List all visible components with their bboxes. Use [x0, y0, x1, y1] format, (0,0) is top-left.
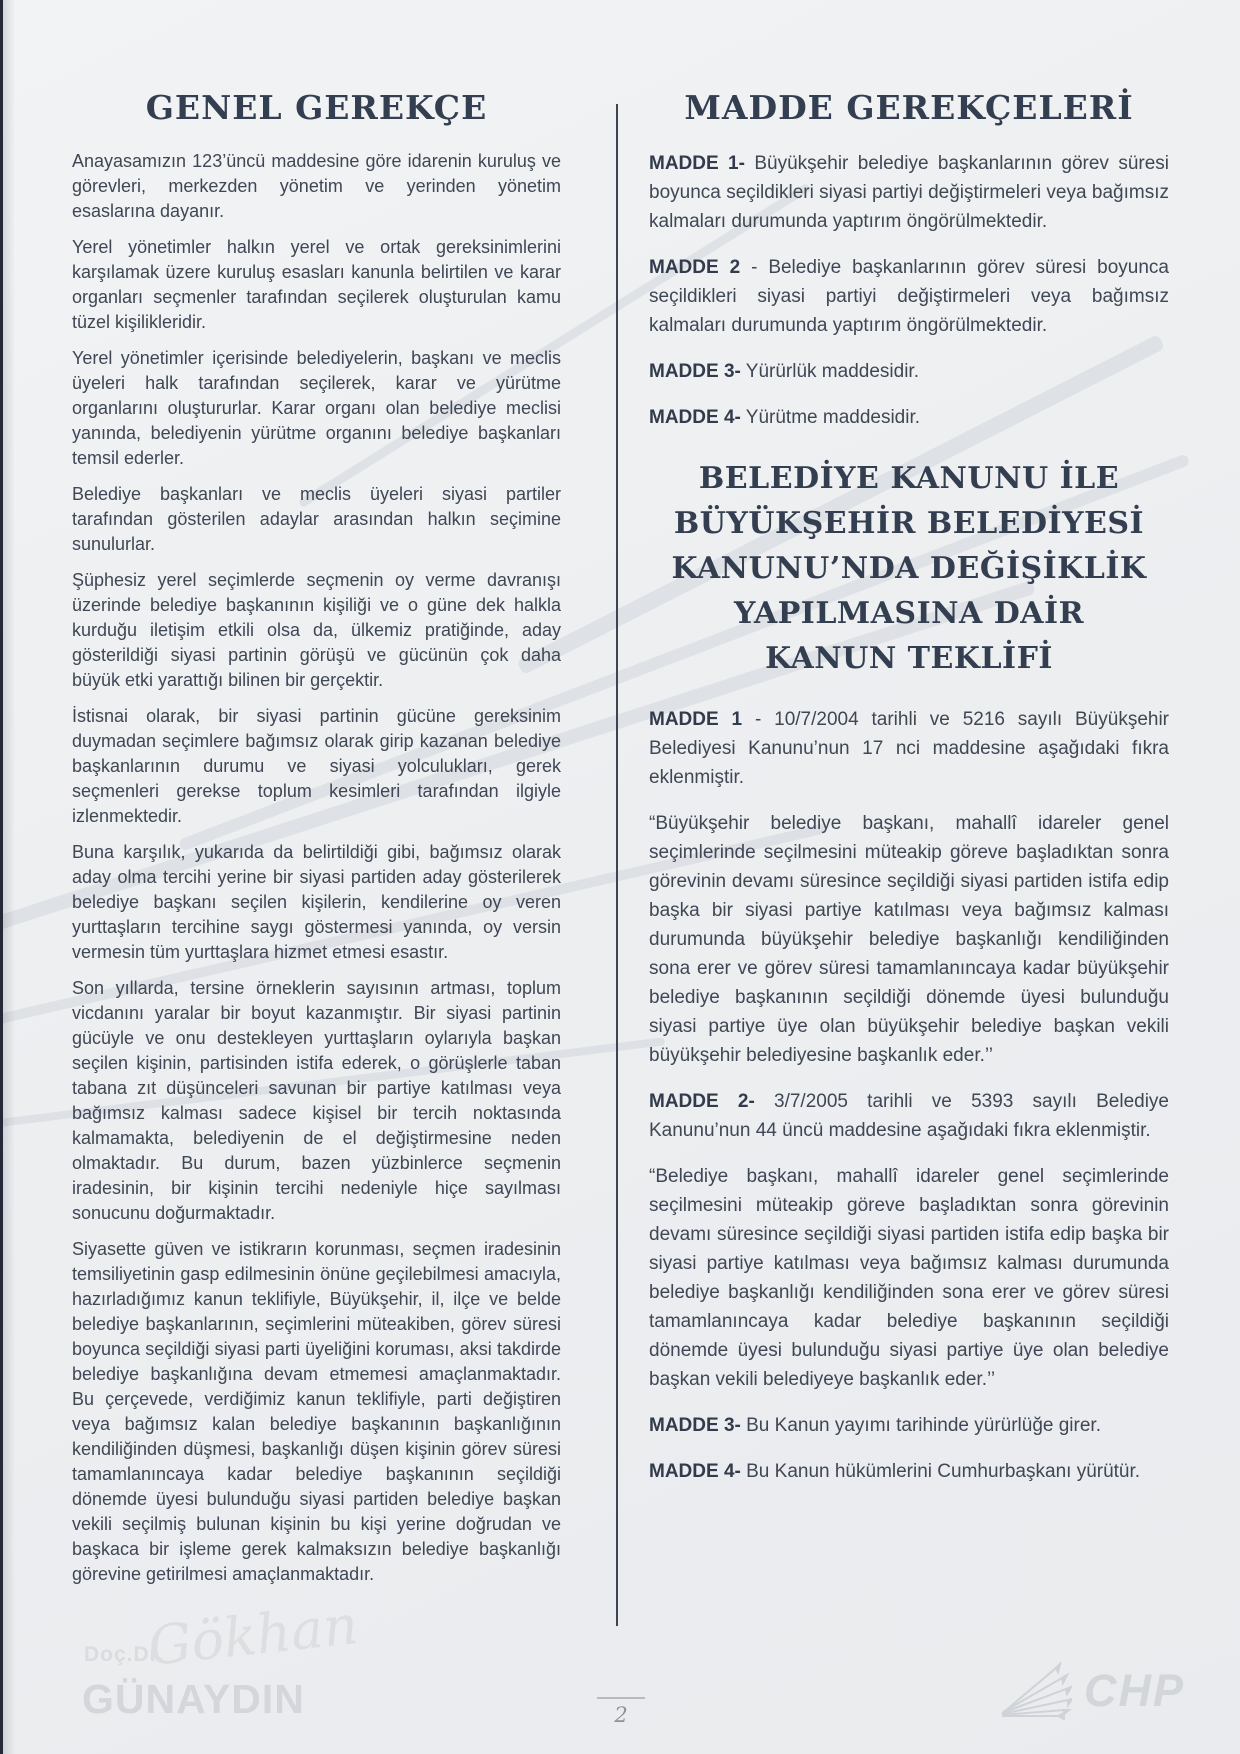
- article-item: [649, 253, 1169, 340]
- quote-text: “Belediye başkanı, mahallî idareler genel seçimlerinde seçilmesini müteakip göreve başladıktan sonra görevinin devamı süresince seçildiği siyasi partiden istifa edip başka bir siyasi partiye katılması veya bağımsız kalması durumunda belediye başkanlığı kendiliğinden sona erer ve görev süresi tamamlanıncaya kadar belediye başkanının seçildiği dönemde üyesi bulunduğu siyasi partiye üye olan belediye başkan vekili belediyeye başkanlık eder.’’: [649, 1166, 1169, 1390]
- article-label: MADDE 4-: [649, 1461, 741, 1482]
- quote-paragraph: [649, 1162, 1169, 1394]
- article-justifications-heading: MADDE GEREKÇELERİ: [684, 88, 1134, 127]
- paragraph: Siyasette güven ve istikrarın korunması, seçmen iradesinin temsiliyetinin gasp edilmesinin önüne geçilebilmesi amacıyla, hazırladığımız kanun teklifiyle, Büyükşehir, il, ilçe ve belde belediye başkanlarının, seçimlerini müteakiben, görev süresi boyunca seçildiği siyasi parti üyeliğini koruması, aksi takdirde belediye başkanlığına devam etmemesi amaçlanmaktadır. Bu çerçevede, verdiğimiz kanun teklifiyle, parti değiştiren veya bağımsız kalan belediye başkanının başkanlığının kendiliğinden düşmesi, başkanlığı düşen kişinin görev süresi tamamlanıncaya kadar belediye başkanının seçildiği dönemde üyesi bulunduğu siyasi partiden belediye başkan vekili seçilmiş bulunan kişinin bu kişi yerine doğrudan ve başkaca bir işleme gerek kalmaksızın belediye başkanlığı görevine getirilmesi amaçlanmaktadır.: [72, 1239, 561, 1584]
- signature-watermark-script: Gökhan: [145, 1593, 361, 1678]
- article-text: - Belediye başkanlarının görev süresi boyunca seçildikleri siyasi partiyi değiştirmeleri veya bağımsız kalmaları durumunda yaptırım öngörülmektedir.: [649, 257, 1169, 336]
- article-item: [649, 403, 1169, 432]
- law-item: [649, 1087, 1169, 1145]
- page-number: 2: [614, 1703, 628, 1727]
- law-title-line: KANUN TEKLİFİ: [765, 641, 1053, 676]
- law-item: [649, 1411, 1169, 1440]
- chp-logo: [998, 1662, 1185, 1720]
- article-text: Yürütme maddesidir.: [745, 407, 921, 428]
- chp-arrows-icon: [998, 1662, 1072, 1720]
- paragraph: Buna karşılık, yukarıda da belirtildiği gibi, bağımsız olarak aday olma tercihi yerine bir siyasi partiden aday gösterilerek belediye başkanı seçilen kişilerin, kendilerine oy veren yurttaşların tercihine saygı göstermesi yanında, oy versin vermesin tüm yurttaşlara hizmet etmesi esastır.: [72, 842, 561, 962]
- law-title-line: BELEDİYE KANUNU İLE: [698, 461, 1120, 496]
- quote-text: “Büyükşehir belediye başkanı, mahallî idareler genel seçimlerinde seçilmesini müteakip göreve başladıktan sonra görevinin devamı süresince seçildiği siyasi partiden istifa edip başka bir siyasi partiye katılması veya bağımsız kalması durumunda büyükşehir belediye başkanlığı kendiliğinden sona erer ve görev süresi tamamlanıncaya kadar büyükşehir belediye başkanının seçildiği dönemde üyesi bulunduğu siyasi partiye üye olan büyükşehir belediye başkan vekili büyükşehir belediyesine başkanlık eder.’’: [649, 813, 1169, 1066]
- general-justification-column: [72, 88, 561, 1598]
- left-edge-bar: [0, 0, 3, 1754]
- law-proposal-title: [649, 456, 1169, 681]
- article-text: Yürürlük maddesidir.: [745, 361, 919, 382]
- paragraph: Yerel yönetimler içerisinde belediyelerin, başkanı ve meclis üyeleri halk tarafından seçilerek, karar ve yürütme organlarını oluştururlar. Karar organı olan belediye meclisi yanında, belediyenin yürütme organını belediye başkanları temsil ederler.: [72, 348, 561, 468]
- article-label: MADDE 1-: [649, 153, 745, 174]
- article-justifications-column: [649, 88, 1169, 1503]
- article-text: Büyükşehir belediye başkanlarının görev süresi boyunca seçildikleri siyasi partiyi değiştirmeleri veya bağımsız kalmaları durumunda yaptırım öngörülmektedir.: [649, 153, 1170, 232]
- paragraph: Anayasamızın 123’üncü maddesine göre idarenin kuruluş ve görevleri, merkezden yönetim ve yerinden yönetim esaslarına dayanır.: [72, 151, 561, 221]
- signature-watermark-surname: GÜNAYDIN: [82, 1676, 305, 1722]
- article-item: [649, 357, 1169, 386]
- article-label: MADDE 2-: [649, 1091, 755, 1112]
- law-item: [649, 1457, 1169, 1486]
- paragraph: Belediye başkanları ve meclis üyeleri siyasi partiler tarafından gösterilen adaylar arasından halkın seçimine sunulurlar.: [72, 484, 561, 554]
- article-item: [649, 149, 1169, 236]
- article-text: Bu Kanun yayımı tarihinde yürürlüğe girer.: [746, 1415, 1101, 1436]
- article-label: MADDE 3-: [649, 1415, 741, 1436]
- paragraph: Şüphesiz yerel seçimlerde seçmenin oy verme davranışı üzerinde belediye başkanının kişiliği ve o güne dek halkla kurduğu iletişim etkili olsa da, ülkemiz pratiğinde, aday gösterildiği siyasi partinin görüşü ve gücünün çok daha büyük etki yarattığı bilinen bir gerçektir.: [72, 570, 561, 690]
- law-item: [649, 705, 1169, 792]
- article-text: Bu Kanun hükümlerini Cumhurbaşkanı yürütür.: [746, 1461, 1141, 1482]
- law-title-line: BÜYÜKŞEHİR BELEDİYESİ: [673, 506, 1145, 541]
- left-edge-shadow: [3, 0, 15, 1754]
- article-label: MADDE 4-: [649, 407, 741, 428]
- law-title-line: KANUNU’NDA DEĞİŞİKLİK: [671, 551, 1147, 586]
- chp-wordmark: CHP: [1084, 1665, 1186, 1716]
- general-justification-heading: GENEL GEREKÇE: [145, 88, 488, 127]
- article-label: MADDE 3-: [649, 361, 741, 382]
- article-text: - 10/7/2004 tarihli ve 5216 sayılı Büyükşehir Belediyesi Kanunu’nun 17 nci maddesine aşağıdaki fıkra eklenmiştir.: [649, 709, 1169, 788]
- column-divider: [616, 104, 618, 1626]
- page-number-divider: [597, 1697, 645, 1699]
- article-label: MADDE 1: [649, 709, 743, 730]
- article-label: MADDE 2: [649, 257, 741, 278]
- signature-watermark-title: Doç.Dr.: [84, 1643, 165, 1666]
- law-title-line: YAPILMASINA DAİR: [733, 596, 1085, 631]
- article-text: 3/7/2005 tarihli ve 5393 sayılı Belediye Kanunu’nun 44 üncü maddesine aşağıdaki fıkra eklenmiştir.: [649, 1091, 1169, 1141]
- paragraph: İstisnai olarak, bir siyasi partinin gücüne gereksinim duymadan seçimlere bağımsız olarak girip kazanan belediye başkanlarının durumu ve siyasi yolculukları, gerek seçmenleri gerekse toplum kesimleri tarafından ilgiyle izlenmektedir.: [72, 706, 561, 826]
- paragraph: Yerel yönetimler halkın yerel ve ortak gereksinimlerini karşılamak üzere kuruluş esasları kanunla belirtilen ve karar organları seçmenler tarafından seçilerek oluşturulan kamu tüzel kişilikleridir.: [72, 237, 561, 332]
- paragraph: Son yıllarda, tersine örneklerin sayısının artması, toplum vicdanını yaralar bir boyut kazanmıştır. Bir siyasi partinin gücüyle ve onu destekleyen yurttaşların oylarıyla başkan seçilen kişinin, partisinden istifa ederek, o görüşlerle taban tabana zıt düşünceleri savunan bir partiye katılması veya bağımsız kalması sadece kişisel bir tercih noktasında kalmamakta, belediyenin de el değiştirmesine neden olmaktadır. Bu durum, bazen yüzbinlerce seçmenin iradesinin, bir kişinin tercihi nedeniyle hiçe sayılması sonucunu doğurmaktadır.: [72, 978, 561, 1223]
- quote-paragraph: [649, 809, 1169, 1070]
